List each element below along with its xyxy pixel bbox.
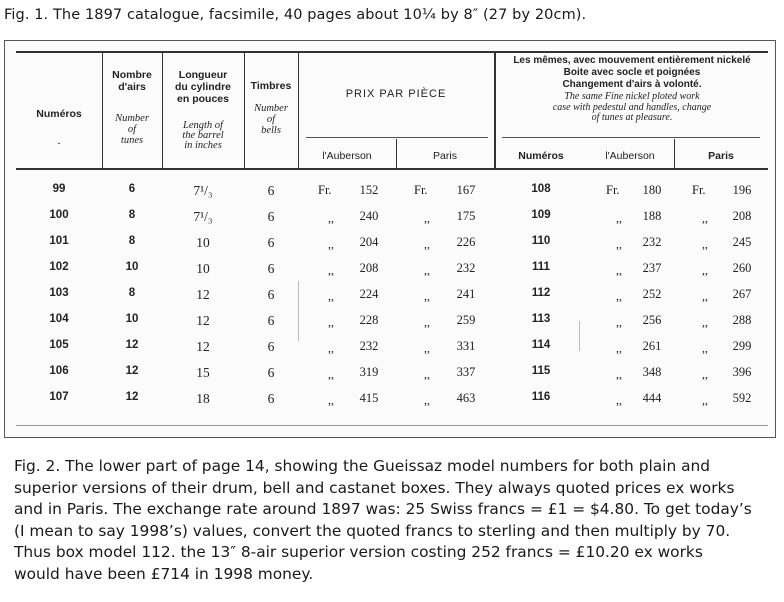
cell-numero: 101 xyxy=(49,235,69,247)
ditto-mark: ,, xyxy=(616,393,622,407)
header-lauberson: l'Auberson xyxy=(322,150,372,162)
cell-price-lauberson: 208 xyxy=(359,261,379,275)
cell-price-lauberson: 240 xyxy=(359,209,379,223)
currency-prefix: Fr. xyxy=(692,183,706,197)
header-longueur-cylindre: Longueur du cylindre en pouces xyxy=(174,69,231,105)
ditto-mark: ,, xyxy=(424,289,430,303)
cell-numero: 102 xyxy=(49,261,69,273)
cell-numero-superior: 108 xyxy=(531,183,551,195)
ditto-mark: ,, xyxy=(702,315,708,329)
cell-numero-superior: 116 xyxy=(531,391,551,403)
cell-airs: 12 xyxy=(125,391,139,403)
table-row xyxy=(16,179,768,205)
currency-prefix: Fr. xyxy=(318,183,332,197)
ditto-mark: ,, xyxy=(424,237,430,251)
cell-price-lauberson: 319 xyxy=(359,365,379,379)
ditto-mark: ,, xyxy=(424,315,430,329)
cell-length: 10 xyxy=(196,235,210,250)
cell-airs: 8 xyxy=(128,235,136,247)
cell-bells: 6 xyxy=(267,235,275,250)
cell-bells: 6 xyxy=(267,209,275,224)
cell-bells: 6 xyxy=(267,183,275,198)
table-row xyxy=(16,283,768,309)
cell-price-paris-superior: 299 xyxy=(732,339,752,353)
cell-price-lauberson-superior: 188 xyxy=(642,209,662,223)
figure-2-caption: Fig. 2. The lower part of page 14, showing the Gueissaz model numbers for both plain and superior versions of their drum, bell and castanet boxes. They always quoted prices ex works and in Paris. The exchange rate around 1897 was: 25 Swiss francs = £1 = $4.80. To get today’s (I mean to say 1998’s) values, convert the quoted francs to sterling and then multiply by 70. Thus box model 112. the 13″ 8-air superior version costing 252 francs = £10.20 ex works would have been £714 in 1998 money. xyxy=(14,457,752,583)
cell-numero: 99 xyxy=(52,183,66,195)
cell-numero-superior: 115 xyxy=(531,365,551,377)
cell-price-lauberson: 152 xyxy=(359,183,379,197)
cell-airs: 8 xyxy=(128,209,136,221)
price-table xyxy=(16,51,768,426)
ditto-mark: ,, xyxy=(702,237,708,251)
cell-price-lauberson: 204 xyxy=(359,235,379,249)
ditto-mark: ,, xyxy=(328,315,334,329)
cell-price-lauberson: 415 xyxy=(359,391,379,405)
cell-price-paris-superior: 245 xyxy=(732,235,752,249)
cell-numero: 105 xyxy=(49,339,69,351)
header-superior-en: The same Fine nickel ploted work case with pedestul and handles, change of tunes at pleasure. xyxy=(552,91,712,123)
cell-price-paris: 232 xyxy=(456,261,476,275)
figure-1-caption: Fig. 1. The 1897 catalogue, facsimile, 40 pages about 10¼ by 8″ (27 by 20cm). xyxy=(4,7,587,23)
cell-length: 12 xyxy=(196,339,210,354)
ditto-mark: ,, xyxy=(702,211,708,225)
ditto-mark: ,, xyxy=(328,341,334,355)
cell-price-lauberson-superior: 261 xyxy=(642,339,662,353)
table-row xyxy=(16,309,768,335)
table-bottom-rule xyxy=(16,425,768,426)
cell-airs: 10 xyxy=(125,261,139,273)
header-length-of-barrel: Length of the barrel in inches xyxy=(182,120,224,151)
cell-numero: 106 xyxy=(49,365,69,377)
table-header-rule xyxy=(16,168,768,170)
cell-price-lauberson: 228 xyxy=(359,313,379,327)
cell-length: 10 xyxy=(196,261,210,276)
cell-price-paris: 175 xyxy=(456,209,476,223)
cell-length: 15 xyxy=(196,365,210,380)
cell-price-lauberson-superior: 252 xyxy=(642,287,662,301)
cell-price-lauberson-superior: 237 xyxy=(642,261,662,275)
ditto-mark: ,, xyxy=(702,393,708,407)
cell-price-lauberson-superior: 348 xyxy=(642,365,662,379)
cell-numero: 107 xyxy=(49,391,69,403)
header-timbres: Timbres xyxy=(250,80,292,92)
cell-price-paris: 259 xyxy=(456,313,476,327)
header-superior-fr: Les mêmes, avec mouvement entièrement nickelé Boite avec socle et poignées Changement d'airs à volonté. xyxy=(513,55,751,90)
header-nombre-airs: Nombre d'airs xyxy=(112,69,152,93)
cell-price-paris: 463 xyxy=(456,391,476,405)
cell-airs: 6 xyxy=(128,183,136,195)
ditto-mark: ,, xyxy=(328,393,334,407)
table-row xyxy=(16,257,768,283)
cell-length: 7¹/₃ xyxy=(193,209,213,224)
cell-price-paris: 241 xyxy=(456,287,476,301)
table-top-rule xyxy=(16,51,768,53)
ditto-mark: ,, xyxy=(328,263,334,277)
cell-bells: 6 xyxy=(267,287,275,302)
table-row xyxy=(16,361,768,387)
header-prix-par-piece: PRIX PAR PIÈCE xyxy=(345,88,447,100)
header-number-of-tunes: Number of tunes xyxy=(115,113,149,146)
cell-airs: 8 xyxy=(128,287,136,299)
table-row xyxy=(16,387,768,413)
cell-numero-superior: 114 xyxy=(531,339,551,351)
ditto-mark: ,, xyxy=(424,211,430,225)
header-paris: Paris xyxy=(433,150,457,162)
ditto-mark: ,, xyxy=(616,211,622,225)
header-numeros: Numéros xyxy=(36,108,82,120)
ditto-mark: ,, xyxy=(616,263,622,277)
ditto-mark: ,, xyxy=(702,341,708,355)
header-numeros-dash: - xyxy=(57,138,61,148)
cell-price-lauberson-superior: 232 xyxy=(642,235,662,249)
cell-numero-superior: 110 xyxy=(531,235,551,247)
cell-price-lauberson-superior: 444 xyxy=(642,391,662,405)
cell-bells: 6 xyxy=(267,339,275,354)
ditto-mark: ,, xyxy=(616,237,622,251)
currency-prefix: Fr. xyxy=(414,183,428,197)
cell-length: 12 xyxy=(196,313,210,328)
cell-price-lauberson-superior: 256 xyxy=(642,313,662,327)
cell-numero-superior: 113 xyxy=(531,313,551,325)
cell-bells: 6 xyxy=(267,365,275,380)
cell-price-paris: 226 xyxy=(456,235,476,249)
cell-price-paris-superior: 267 xyxy=(732,287,752,301)
ditto-mark: ,, xyxy=(702,263,708,277)
cell-airs: 12 xyxy=(125,365,139,377)
ditto-mark: ,, xyxy=(328,289,334,303)
table-row xyxy=(16,335,768,361)
currency-prefix: Fr. xyxy=(606,183,620,197)
cell-price-paris: 337 xyxy=(456,365,476,379)
cell-length: 12 xyxy=(196,287,210,302)
cell-length: 18 xyxy=(196,391,210,406)
cell-price-lauberson-superior: 180 xyxy=(642,183,662,197)
cell-numero-superior: 109 xyxy=(531,209,551,221)
cell-numero: 104 xyxy=(49,313,69,325)
group-brace xyxy=(306,137,488,138)
ditto-mark: ,, xyxy=(702,367,708,381)
ditto-mark: ,, xyxy=(328,211,334,225)
header-lauberson-superior: l'Auberson xyxy=(605,150,655,162)
ditto-mark: ,, xyxy=(424,393,430,407)
cell-bells: 6 xyxy=(267,391,275,406)
header-numeros-superior: Numéros xyxy=(518,150,564,162)
ditto-mark: ,, xyxy=(424,263,430,277)
table-row xyxy=(16,231,768,257)
ditto-mark: ,, xyxy=(616,289,622,303)
ditto-mark: ,, xyxy=(328,237,334,251)
cell-bells: 6 xyxy=(267,313,275,328)
table-row xyxy=(16,205,768,231)
cell-length: 7¹/₃ xyxy=(193,183,213,198)
ditto-mark: ,, xyxy=(328,367,334,381)
cell-numero: 103 xyxy=(49,287,69,299)
cell-bells: 6 xyxy=(267,261,275,276)
cell-airs: 10 xyxy=(125,313,139,325)
cell-price-paris-superior: 592 xyxy=(732,391,752,405)
ditto-mark: ,, xyxy=(616,367,622,381)
group-brace xyxy=(502,137,760,138)
cell-price-paris-superior: 208 xyxy=(732,209,752,223)
ditto-mark: ,, xyxy=(616,315,622,329)
cell-airs: 12 xyxy=(125,339,139,351)
cell-price-paris-superior: 260 xyxy=(732,261,752,275)
header-number-of-bells: Number of bells xyxy=(254,103,288,136)
ditto-mark: ,, xyxy=(424,341,430,355)
cell-price-paris-superior: 396 xyxy=(732,365,752,379)
ditto-mark: ,, xyxy=(702,289,708,303)
cell-numero-superior: 112 xyxy=(531,287,551,299)
cell-numero: 100 xyxy=(49,209,69,221)
header-paris-superior: Paris xyxy=(708,150,734,162)
cell-price-paris: 331 xyxy=(456,339,476,353)
cell-price-paris: 167 xyxy=(456,183,476,197)
ditto-mark: ,, xyxy=(424,367,430,381)
ditto-mark: ,, xyxy=(616,341,622,355)
cell-numero-superior: 111 xyxy=(532,261,550,273)
cell-price-paris-superior: 196 xyxy=(732,183,752,197)
cell-price-lauberson: 224 xyxy=(359,287,379,301)
cell-price-lauberson: 232 xyxy=(359,339,379,353)
cell-price-paris-superior: 288 xyxy=(732,313,752,327)
